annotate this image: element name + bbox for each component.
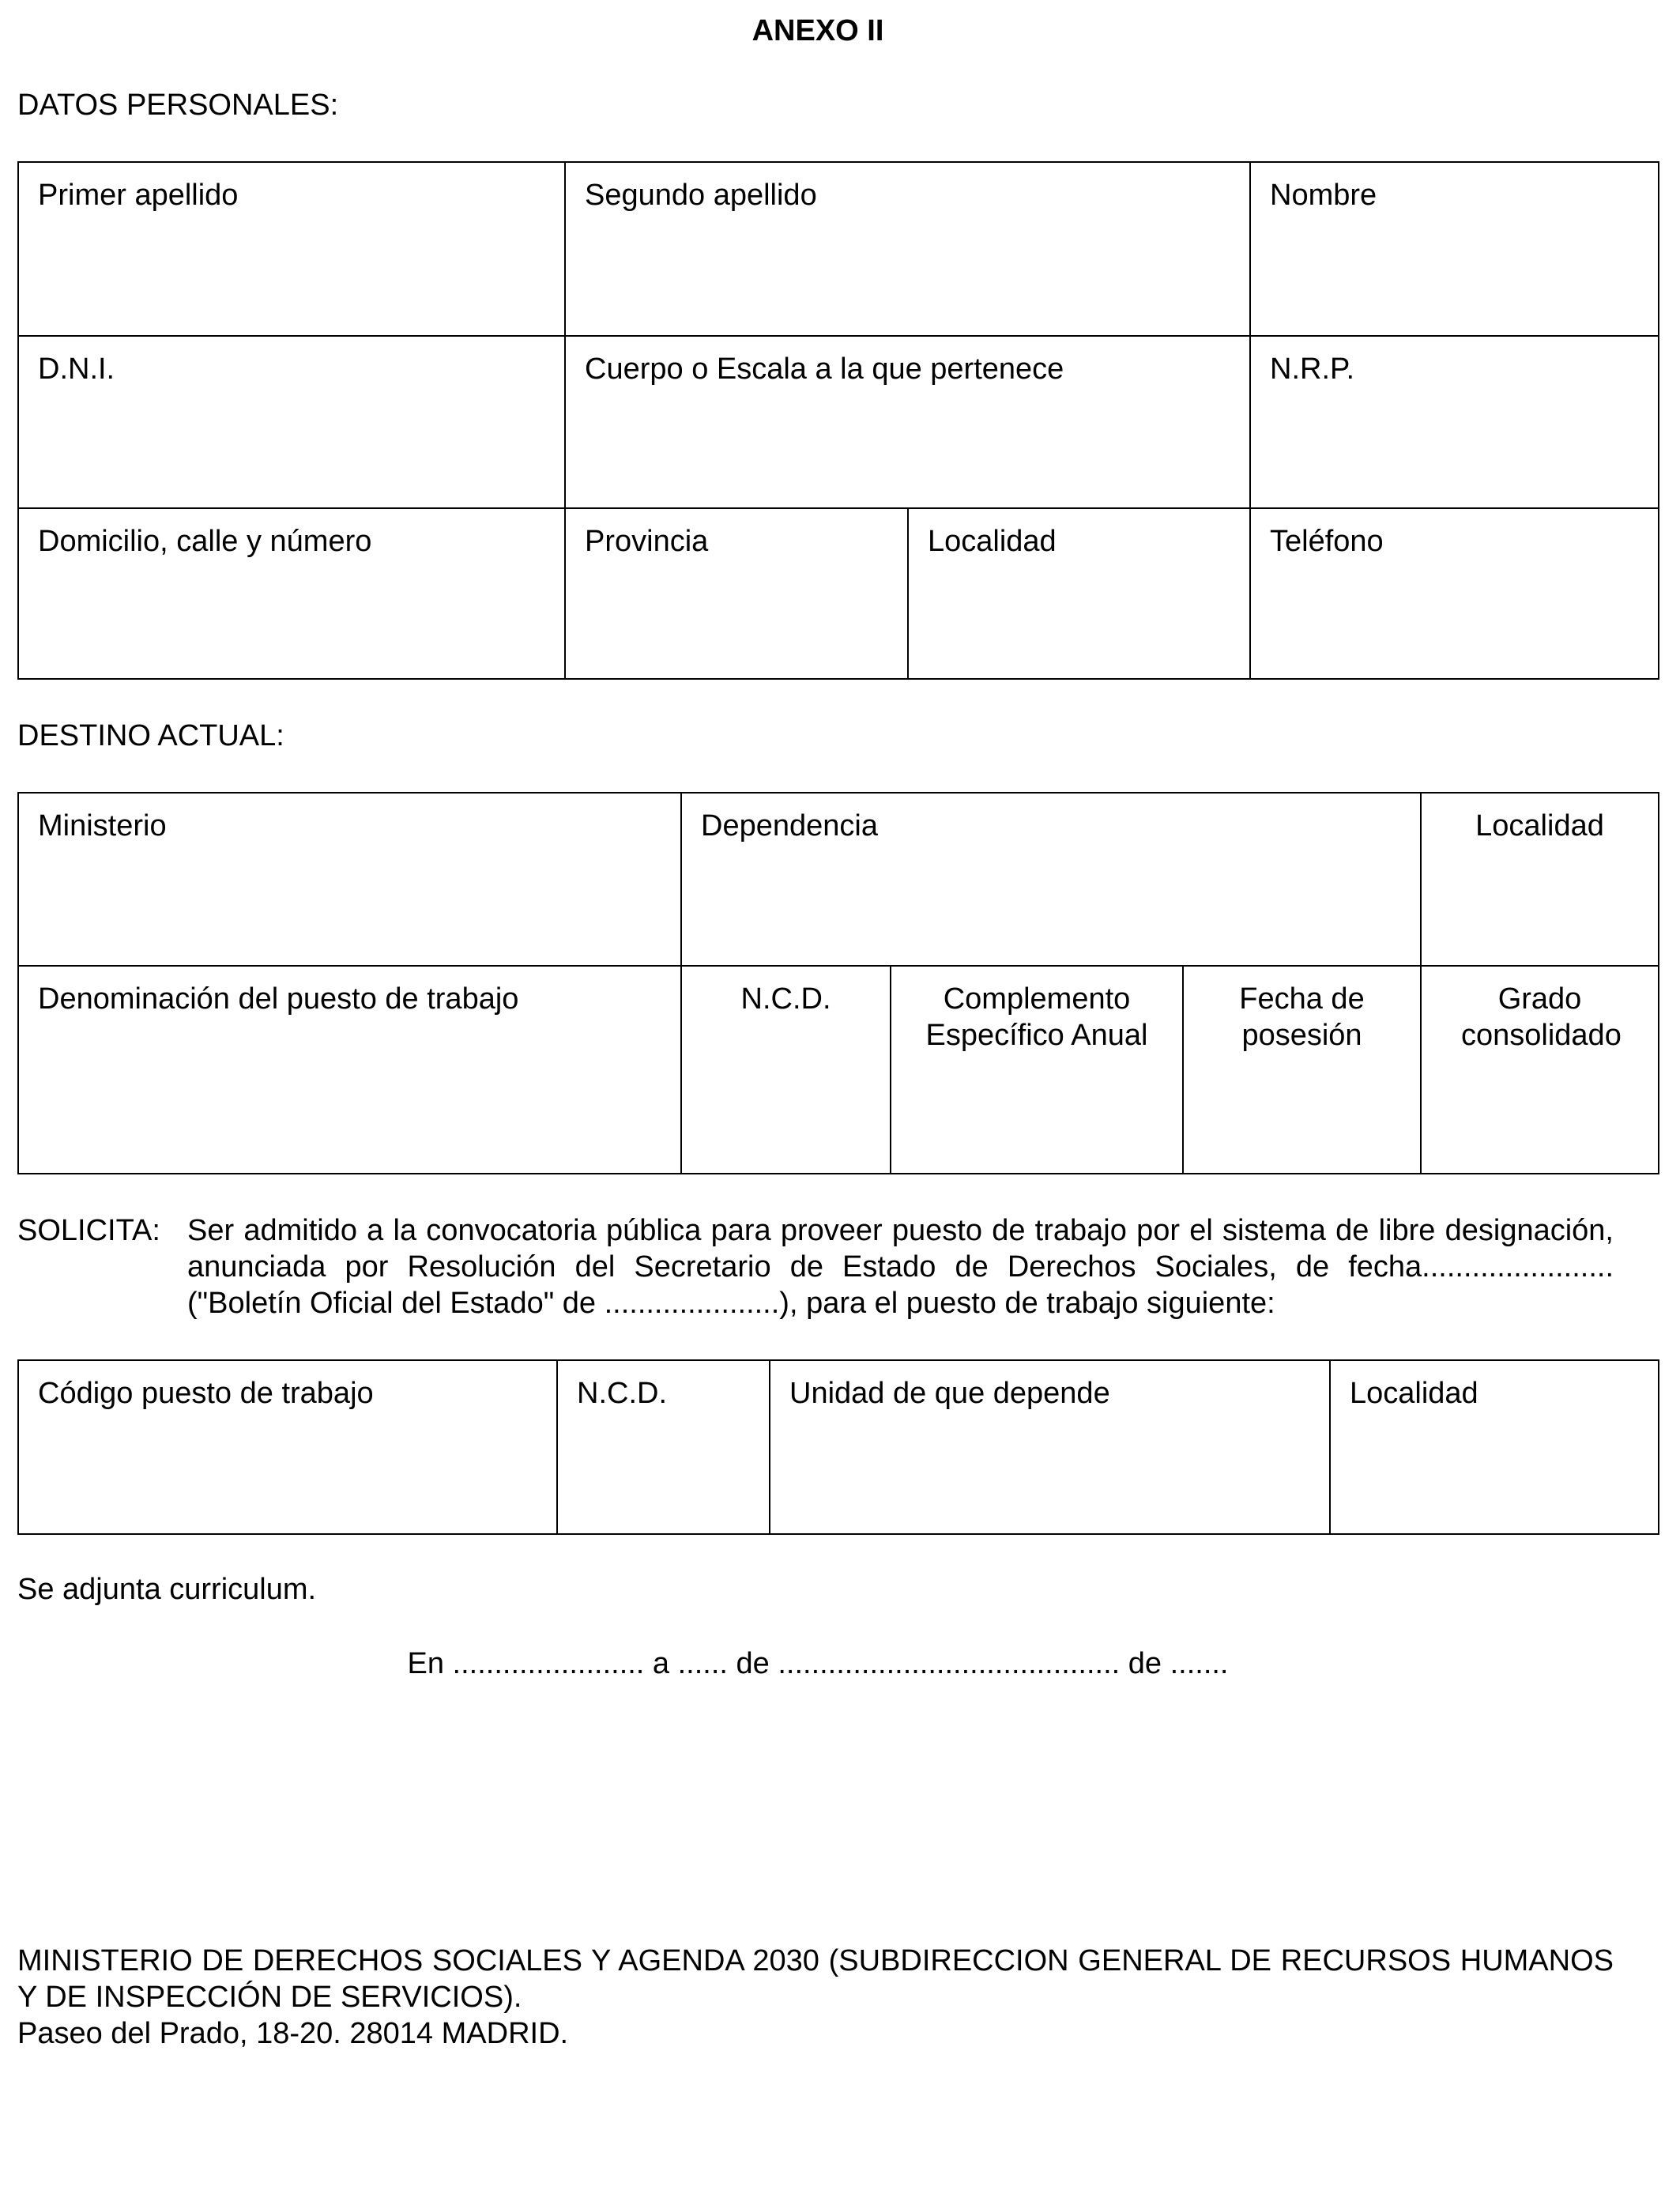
field-dependencia[interactable]: Dependencia	[701, 809, 878, 843]
field-localidad[interactable]: Localidad	[928, 525, 1057, 558]
field-primer-apellido[interactable]: Primer apellido	[38, 179, 239, 212]
field-ministerio[interactable]: Ministerio	[38, 809, 167, 843]
destino-actual-table	[17, 792, 1659, 1174]
field-ncd[interactable]: N.C.D.	[740, 982, 831, 1016]
field-grado-consolidado[interactable]: Grado consolidado	[1461, 982, 1622, 1052]
date-line: En ....................... a ...... de ......................................... de .......	[407, 1647, 1229, 1680]
field-provincia[interactable]: Provincia	[585, 525, 709, 558]
field-domicilio[interactable]: Domicilio, calle y número	[38, 525, 372, 558]
destino-actual-heading: DESTINO ACTUAL:	[17, 719, 284, 752]
field-puesto-localidad[interactable]: Localidad	[1350, 1377, 1478, 1410]
footer-direccion: Paseo del Prado, 18-20. 28014 MADRID.	[17, 2017, 569, 2050]
field-nombre[interactable]: Nombre	[1270, 179, 1377, 212]
footer-ministerio: MINISTERIO DE DERECHOS SOCIALES Y AGENDA 2030 (SUBDIRECCION GENERAL DE RECURSOS HUMANOS Y DE INSPECCIÓN DE SERVICIOS).	[17, 1944, 1614, 2014]
field-cuerpo-escala[interactable]: Cuerpo o Escala a la que pertenece	[585, 352, 1064, 386]
field-destino-localidad[interactable]: Localidad	[1475, 809, 1604, 843]
field-nrp[interactable]: N.R.P.	[1270, 352, 1355, 386]
field-unidad-depende[interactable]: Unidad de que depende	[789, 1377, 1110, 1410]
adjunta-curriculum: Se adjunta curriculum.	[17, 1573, 317, 1606]
solicita-text: Ser admitido a la convocatoria pública para proveer puesto de trabajo por el sistema de libre designación, anunciada por Resolución del Secretario de Estado de Derechos Sociales, de fecha....................... ("Boletín Oficial del Estado" de .....................), para el puesto de trabajo siguiente:	[187, 1214, 1614, 1320]
field-fecha-posesion[interactable]: Fecha de posesión	[1239, 982, 1365, 1052]
field-denominacion-puesto[interactable]: Denominación del puesto de trabajo	[38, 982, 519, 1016]
field-segundo-apellido[interactable]: Segundo apellido	[585, 179, 817, 212]
field-codigo-puesto[interactable]: Código puesto de trabajo	[38, 1377, 374, 1410]
field-puesto-ncd[interactable]: N.C.D.	[577, 1377, 667, 1410]
datos-personales-table	[17, 161, 1659, 680]
puesto-solicitado-table	[17, 1359, 1659, 1535]
page-title: ANEXO II	[751, 14, 884, 47]
field-dni[interactable]: D.N.I.	[38, 352, 115, 386]
datos-personales-heading: DATOS PERSONALES:	[17, 89, 339, 122]
field-complemento-especifico[interactable]: Complemento Específico Anual	[925, 982, 1148, 1052]
field-telefono[interactable]: Teléfono	[1270, 525, 1384, 558]
solicita-label: SOLICITA:	[17, 1214, 160, 1247]
